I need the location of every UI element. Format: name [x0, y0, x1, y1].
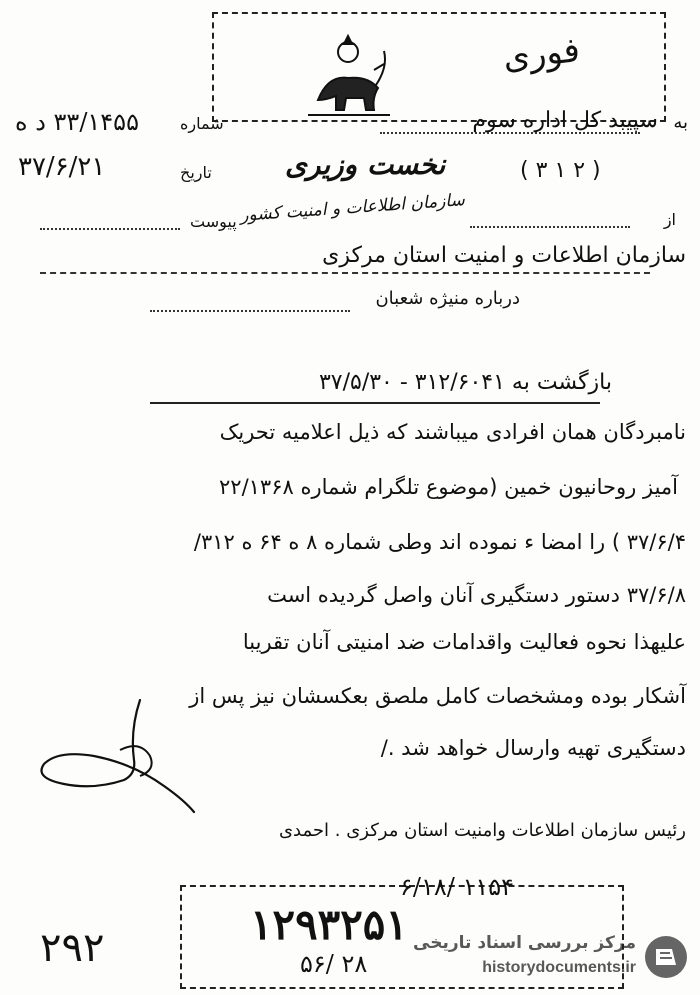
from-dots	[470, 226, 630, 228]
attachment-label: پیوست	[190, 212, 237, 231]
number-value: ۳۳/۱۴۵۵ د ه	[15, 108, 139, 136]
file-code: ( ۳ ۱ ۲ )	[520, 158, 601, 183]
subject-dots	[150, 310, 350, 312]
sender-underline	[40, 272, 650, 274]
recipient-prefix: به	[673, 112, 688, 133]
receipt-bottom: ۵۶/ ۲۸	[300, 950, 368, 978]
lion-and-sun-emblem-icon	[298, 30, 398, 125]
sender-line: سازمان اطلاعات و امنیت استان مرکزی	[322, 243, 686, 268]
classification-stamp-frame	[212, 12, 666, 122]
subject-line: درباره منیژه شعبان	[375, 288, 520, 309]
body-line-1: نامبردگان همان افرادی میباشند که ذیل اعلامیه تحریک	[219, 420, 686, 444]
urgent-stamp: فوری	[501, 30, 582, 78]
watermark-url: historydocuments.ir	[482, 959, 636, 976]
recipient-value: سپیبد کل اداره سوم	[472, 108, 658, 133]
body-line-4: ۳۷/۶/۸ دستور دستگیری آنان واصل گردیده است	[267, 583, 686, 607]
reference-line: بازگشت به ۳۱۲/۶۰۴۱ - ۳۷/۵/۳۰	[318, 370, 612, 395]
recipient-dots	[380, 132, 640, 134]
receipt-date: ۶/۱۸/ ۱۱۵۴	[400, 873, 515, 901]
body-line-3: ۳۷/۶/۴ ) را امضا ء نموده اند وطی شماره ۸ ه ۶۴ ه ۳۱۲/	[193, 530, 686, 554]
attachment-dots	[40, 228, 180, 230]
handwritten-signature-icon	[20, 690, 210, 820]
from-prefix: از	[663, 210, 676, 229]
body-line-6: آشکار بوده ومشخصات کامل ملصق بعکسشان نیز پس از	[189, 684, 686, 708]
watermark-title: مرکز بررسی اسناد تاریخی	[413, 933, 636, 953]
receipt-number: ۱۲۹۳۲۵۱	[250, 900, 408, 949]
signatory-line: رئیس سازمان اطلاعات وامنیت استان مرکزی . احمدی	[278, 820, 686, 841]
priority-stamp: نخست وزیری	[285, 148, 446, 181]
body-line-7: دستگیری تهیه وارسال خواهد شد ./	[380, 736, 686, 760]
watermark	[413, 929, 694, 987]
archive-logo-icon	[642, 933, 690, 981]
body-line-5: علیهذا نحوه فعالیت واقدامات ضد امنیتی آنان تقریبا	[242, 630, 686, 654]
date-value: ۳۷/۶/۲۱	[18, 152, 106, 182]
date-label: تاریخ	[180, 163, 212, 182]
number-label: شماره	[180, 114, 224, 133]
reference-underline	[150, 402, 600, 404]
page-number: ۲۹۲	[40, 925, 105, 971]
org-stamp: سازمان اطلاعات و امنیت کشور	[239, 190, 466, 226]
body-line-2: آمیز روحانیون خمین (موضوع تلگرام شماره ۲۲/۱۳۶۸	[219, 475, 678, 499]
